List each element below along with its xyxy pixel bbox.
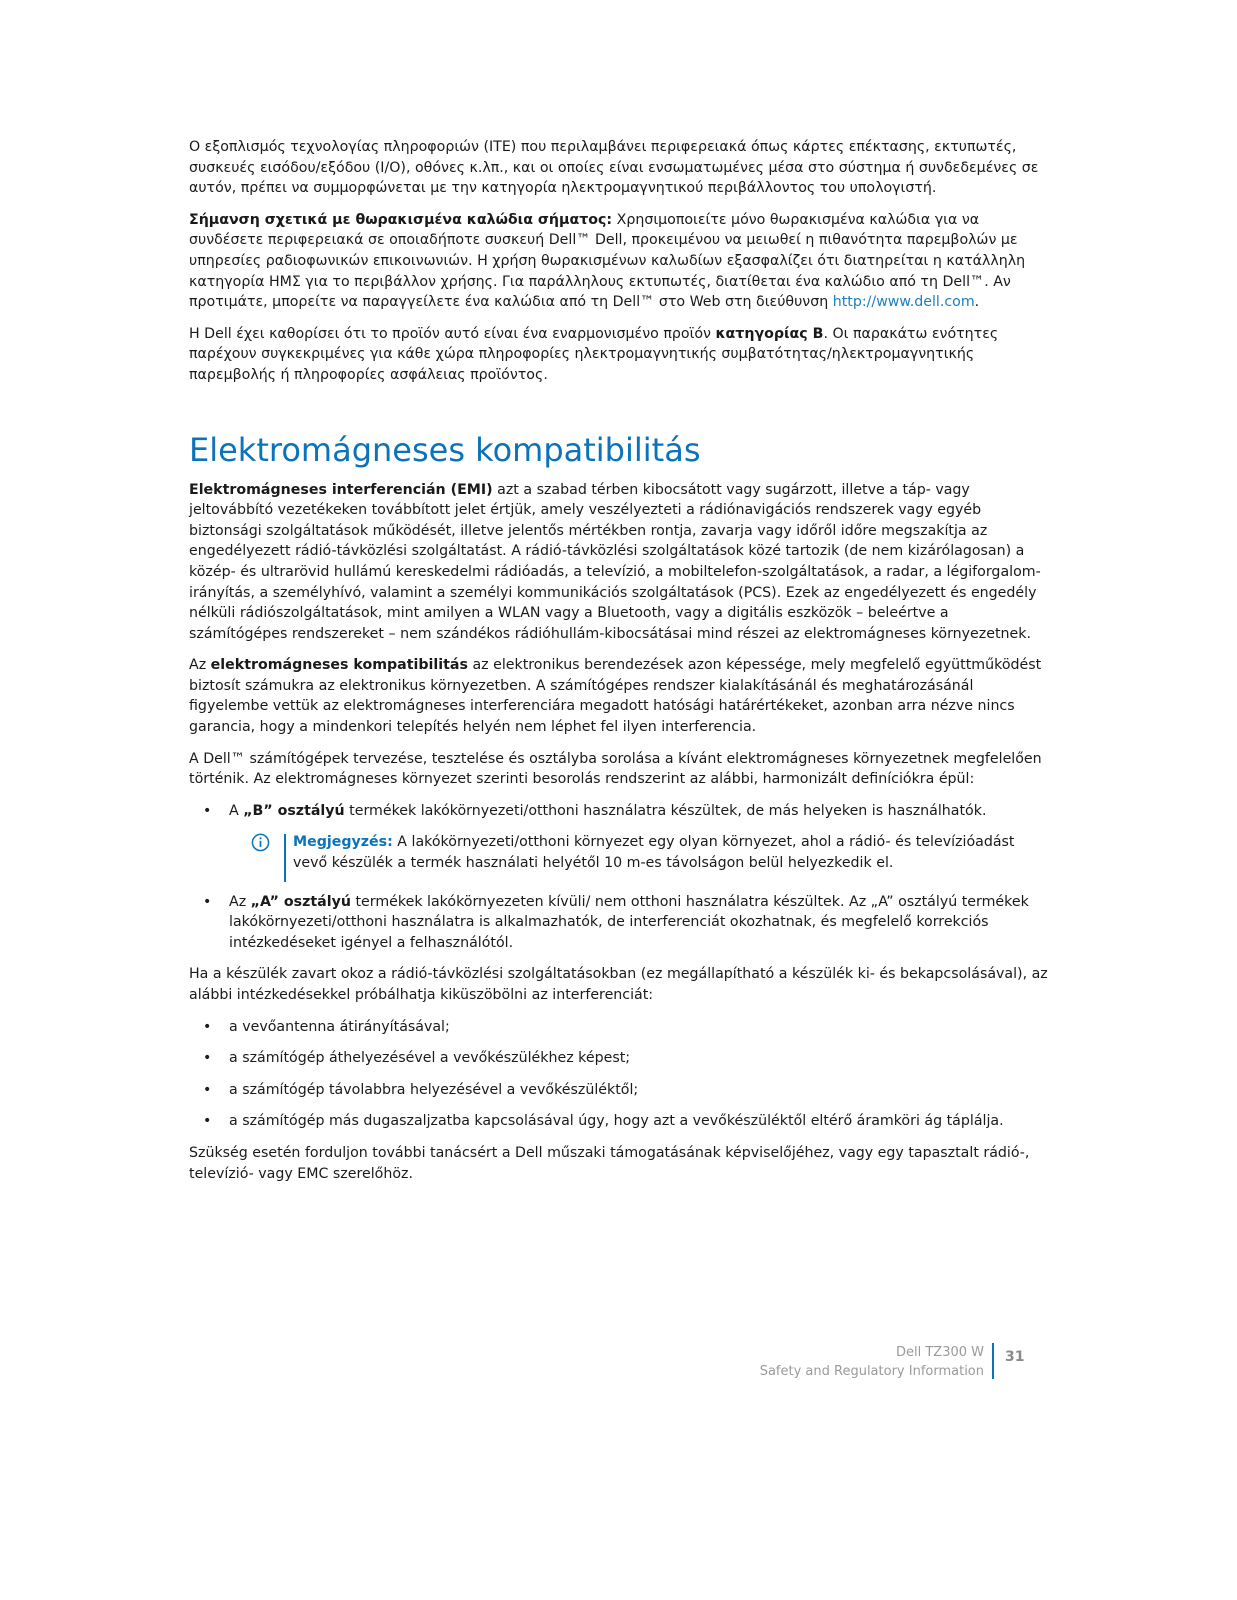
greek-p1-text: Ο εξοπλισμός τεχνολογίας πληροφοριών (ITE) που περιλαμβάνει περιφερειακά όπως κάρτες επέκτασης, εκτυπωτές, συσκευές εισόδου/εξόδου (I/O), οθόνες κ.λπ., και οι οποίες είναι ενσωματωμένες μέσα στο σύστημα ή συνδεδεμένες σε αυτόν, πρέπει να συμμορφώνεται με την κατηγορία ηλεκτρομαγνητικού περιβάλλοντος του υπολογιστή. xyxy=(189,139,1039,197)
bullet: • xyxy=(203,893,212,910)
footer-doc-title: Safety and Regulatory Information xyxy=(759,1364,984,1379)
class-b-text: termékek lakókörnyezeti/otthoni használatra készültek, de más helyeken is használhatók. xyxy=(344,802,987,819)
hu-p2-bold: elektromágneses kompatibilitás xyxy=(210,657,468,674)
list-item-class-a xyxy=(189,892,1049,954)
greek-paragraph-2 xyxy=(189,210,1049,313)
bullet: • xyxy=(203,1018,212,1035)
measure-text: a számítógép áthelyezésével a vevőkészülékhez képest; xyxy=(229,1050,631,1067)
class-a-bold: „A” osztályú xyxy=(250,893,351,910)
list-item-class-b xyxy=(189,801,1049,822)
note-bar xyxy=(284,834,286,881)
hu-p1-bold: Elektromágneses interferencián (EMI) xyxy=(189,481,493,498)
class-list xyxy=(189,801,1049,822)
greek-paragraph-3 xyxy=(189,324,1049,386)
note-text xyxy=(293,832,1049,873)
hu-paragraph-1 xyxy=(189,480,1049,645)
bullet: • xyxy=(203,1081,212,1098)
measure-text: a számítógép más dugaszaljzatba kapcsolásával úgy, hogy azt a vevőkészüléktől eltérő áramköri ág táplálja. xyxy=(229,1113,1004,1130)
hu-p1-text: azt a szabad térben kibocsátott vagy sugárzott, illetve a táp- vagy jeltovábbító vezetékeken továbbított jelet értjük, amely veszélyezteti a rádiónavigációs rendszerek vagy egyéb biztonsági szolgáltatások működését, illetve jelentős mértékben rontja, zavarja vagy időről időre megszakítja az engedélyezett rádió-távközlési szolgáltatást. A rádió-távközlési szolgáltatások közé tartozik (de nem kizárólagosan) a közép- és ultrarövid hullámú kereskedelmi rádióadás, a televízió, a mobiltelefon-szolgáltatások, a radar, a légiforgalom-irányítás, a személyhívó, valamint a személyi kommunikációs szolgáltatások (PCS). Ezek az engedélyezett és engedély nélküli rádiószolgáltatások, mint amilyen a WLAN vagy a Bluetooth, vagy a digitális eszközök – beleértve a számítógépes rendszereket – nem szándékos rádióhullám-kibocsátásai mind részei az elektromágneses környezetnek. xyxy=(189,481,1041,642)
note-body: A lakókörnyezeti/otthoni környezet egy olyan környezet, ahol a rádió- és televízióadást vevő készülék a termék használati helyétől 10 m-es távolságon belül helyezkedik el. xyxy=(293,834,1015,872)
hu-paragraph-4: Ha a készülék zavart okoz a rádió-távközlési szolgáltatásokban (ez megállapítható a készülék ki- és bekapcsolásával), az alábbi intézkedésekkel próbálhatja kiküszöbölni az interferenciát: xyxy=(189,966,1048,1003)
greek-p2-end: . xyxy=(974,294,980,311)
greek-paragraph-1 xyxy=(189,137,1049,199)
list-item xyxy=(189,1048,1049,1069)
note-box xyxy=(251,832,1049,873)
footer-text xyxy=(760,1343,984,1381)
page-number: 31 xyxy=(1005,1349,1025,1365)
class-list-2 xyxy=(189,892,1049,954)
list-item xyxy=(189,1017,1049,1038)
footer-divider xyxy=(992,1343,994,1379)
class-b-bold: „B” osztályú xyxy=(243,802,345,819)
measures-list xyxy=(189,1017,1049,1132)
hu-p2-a: Az xyxy=(189,657,211,674)
info-icon xyxy=(251,833,270,852)
list-item xyxy=(189,1080,1049,1101)
class-b-a: A xyxy=(229,802,244,819)
page-content xyxy=(189,137,1049,1195)
dell-link[interactable]: http://www.dell.com xyxy=(832,294,975,311)
greek-p3-b: . Οι παρακάτω ενότητες παρέχουν συγκεκριμένες για κάθε χώρα πληροφορίες ηλεκτρομαγνητικής συμβατότητας/ηλεκτρομαγνητικής παρεμβολής ή πληροφορίες ασφάλειας προϊόντος. xyxy=(189,325,999,383)
footer-product: Dell TZ300 W xyxy=(895,1345,984,1360)
greek-p2-text: Χρησιμοποιείτε μόνο θωρακισμένα καλώδια για να συνδέσετε περιφερειακά σε οποιαδήποτε συσκευή Dell™ Dell, προκειμένου να μειωθεί η πιθανότητα παρεμβολών με υπηρεσίες ραδιοφωνικών επικοινωνιών. Η χρήση θωρακισμένων καλωδίων εξασφαλίζει ότι διατηρείται η κατάλληλη κατηγορία ΗΜΣ για το περιβάλλον χρήσης. Για παράλληλους εκτυπωτές, διατίθεται ένα καλώδιο από τη Dell™. Αν προτιμάτε, μπορείτε να παραγγείλετε ένα καλώδια από τη Dell™ στο Web στη διεύθυνση xyxy=(189,211,1026,311)
greek-p3-bold: κατηγορίας B xyxy=(715,325,824,342)
greek-p3-a: Η Dell έχει καθορίσει ότι το προϊόν αυτό είναι ένα εναρμονισμένο προϊόν xyxy=(189,325,716,342)
section-heading: Elektromágneses kompatibilitás xyxy=(189,430,701,469)
hu-paragraph-3: A Dell™ számítógépek tervezése, tesztelése és osztályba sorolása a kívánt elektromágneses környezetnek megfelelően történik. Az elektromágneses környezet szerinti besorolás rendszerint az alábbi, harmonizált definíciókra épül: xyxy=(189,750,1042,788)
bullet: • xyxy=(203,1113,212,1130)
page-footer xyxy=(700,1343,1050,1393)
class-a-text: termékek lakókörnyezeten kívüli/ nem otthoni használatra készültek. Az „A” osztályú termékek lakókörnyezeti/otthoni használatra is alkalmazhatók, de interferenciát okozhatnak, és megfelelő korrekciós intézkedéseket igényel a felhasználótól. xyxy=(229,893,1029,951)
hu-paragraph-5: Szükség esetén forduljon további tanácsért a Dell műszaki támogatásának képviselőjéhez, vagy egy tapasztalt rádió-, televízió- vagy EMC szerelőhöz. xyxy=(189,1144,1030,1182)
note-label: Megjegyzés: xyxy=(293,834,393,851)
class-a-a: Az xyxy=(229,893,251,910)
bullet: • xyxy=(203,1050,212,1067)
greek-p2-bold: Σήμανση σχετικά με θωρακισμένα καλώδια σήματος: xyxy=(189,211,613,228)
measure-text: a vevőantenna átirányításával; xyxy=(229,1018,450,1035)
measure-text: a számítógép távolabbra helyezésével a vevőkészüléktől; xyxy=(229,1081,639,1098)
hu-paragraph-2 xyxy=(189,655,1049,737)
hu-p2-b: az elektronikus berendezések azon képessége, mely megfelelő együttműködést biztosít számukra az elektronikus környezetben. A számítógépes rendszer kialakításánál és meghatározásánál figyelembe vettük az elektromágneses interferenciára megadott hatósági határértékeket, azonban arra nézve nincs garancia, hogy a mindenkori telepítés helyén nem léphet fel ilyen interferencia. xyxy=(189,657,1042,736)
list-item xyxy=(189,1111,1049,1132)
bullet: • xyxy=(203,802,212,819)
